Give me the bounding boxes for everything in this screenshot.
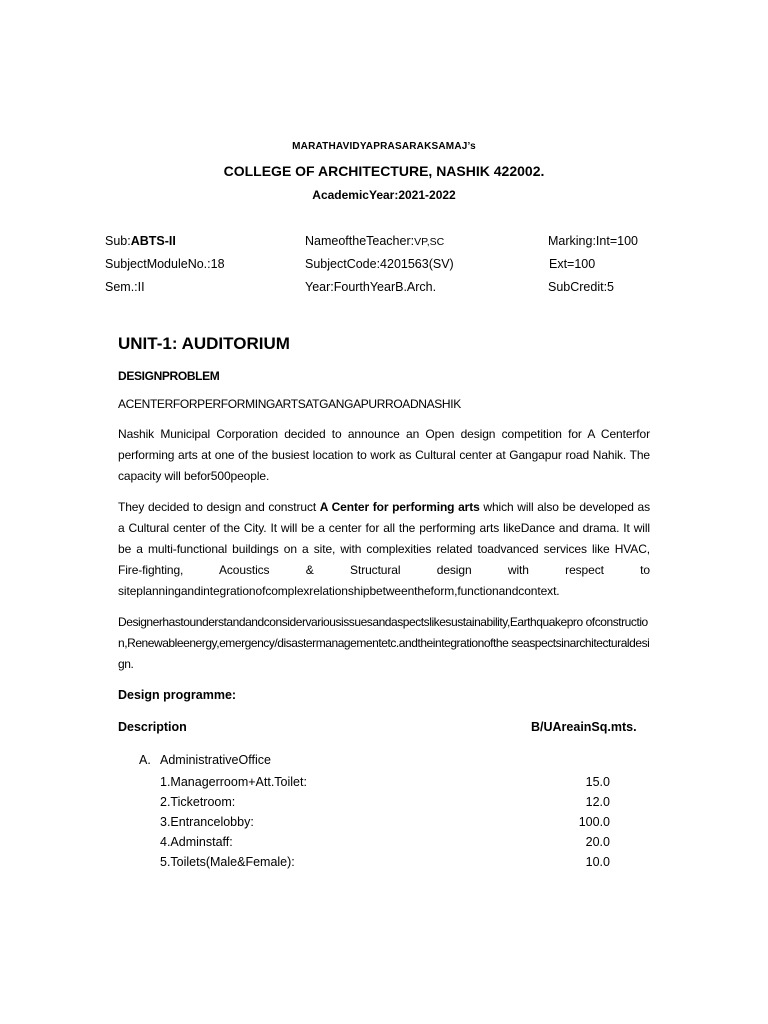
paragraph-intro: Nashik Municipal Corporation decided to announce an Open design competition for A Centerfor performing arts at one of the busiest location to work as Cultural center at Gangapur road Nahik. The capacity will befor500people.: [118, 427, 650, 483]
programme-item-label: 3.Entrancelobby:: [160, 815, 254, 829]
module-info: SubjectModuleNo.:18: [105, 257, 225, 271]
credit-info: SubCredit:5: [548, 280, 615, 294]
academic-year: AcademicYear:2021-2022: [312, 188, 456, 202]
teacher-label: NameoftheTeacher:: [305, 234, 415, 248]
year-info: Year:FourthYearB.Arch.: [305, 280, 437, 294]
subject-code-info: SubjectCode:4201563(SV): [305, 257, 454, 271]
programme-item-area: 15.0: [585, 775, 610, 789]
description-column-heading: Description: [118, 720, 187, 734]
subject-label: Sub:: [105, 234, 131, 248]
design-problem-heading: DESIGNPROBLEM: [118, 369, 220, 383]
society-name: MARATHAVIDYAPRASARAKSAMAJ’s: [292, 141, 476, 152]
college-name: COLLEGE OF ARCHITECTURE, NASHIK 422002.: [223, 163, 545, 179]
section-title: AdministrativeOffice: [160, 753, 271, 767]
programme-item-area: 12.0: [585, 795, 610, 809]
paragraph-description-emphasis: A Center for performing arts: [319, 500, 480, 514]
subject-value: ABTS-II: [130, 234, 176, 248]
programme-item-area: 100.0: [578, 815, 610, 829]
programme-item-label: 1.Managerroom+Att.Toilet:: [160, 775, 307, 789]
subject-info: [105, 234, 176, 248]
programme-item-label: 4.Adminstaff:: [160, 835, 233, 849]
project-title: ACENTERFORPERFORMINGARTSATGANGAPURROADNASHIK: [118, 397, 461, 411]
programme-item-label: 5.Toilets(Male&Female):: [160, 855, 295, 869]
area-column-heading: B/UAreainSq.mts.: [531, 720, 637, 734]
marking-info: Marking:Int=100: [548, 234, 638, 248]
paragraph-description: [118, 497, 650, 602]
teacher-info: [305, 234, 444, 248]
programme-heading: Design programme:: [118, 688, 237, 702]
section-letter: A.: [139, 753, 151, 767]
programme-item-label: 2.Ticketroom:: [160, 795, 236, 809]
paragraph-description-rest: which will also be developed as a Cultural center of the City. It will be a center for all the performing arts likeDance and drama. It will be a multi-functional buildings on a site, with complexities related toadvanced services like HVAC, Fire-fighting, Acoustics & Structural design with respect to siteplanningandintegrationofcomplexrelationshipbetweentheform,functionandcontext.: [118, 500, 650, 598]
teacher-value: VP,SC: [414, 236, 445, 248]
unit-title: UNIT-1: AUDITORIUM: [118, 334, 290, 353]
programme-item-area: 20.0: [585, 835, 610, 849]
paragraph-description-start: They decided to design and construct: [118, 500, 320, 514]
programme-item-area: 10.0: [585, 855, 610, 869]
paragraph-considerations: Designerhastounderstandandconsidervariousissuesandaspectslikesustainability,Earthquakepro ofconstruction,Renewableenergy,emergency/disastermanagementetc.andtheintegrationofthe seaspectsinarchitecturaldesign.: [118, 615, 650, 671]
semester-info: Sem.:II: [105, 280, 145, 294]
ext-info: Ext=100: [549, 257, 596, 271]
